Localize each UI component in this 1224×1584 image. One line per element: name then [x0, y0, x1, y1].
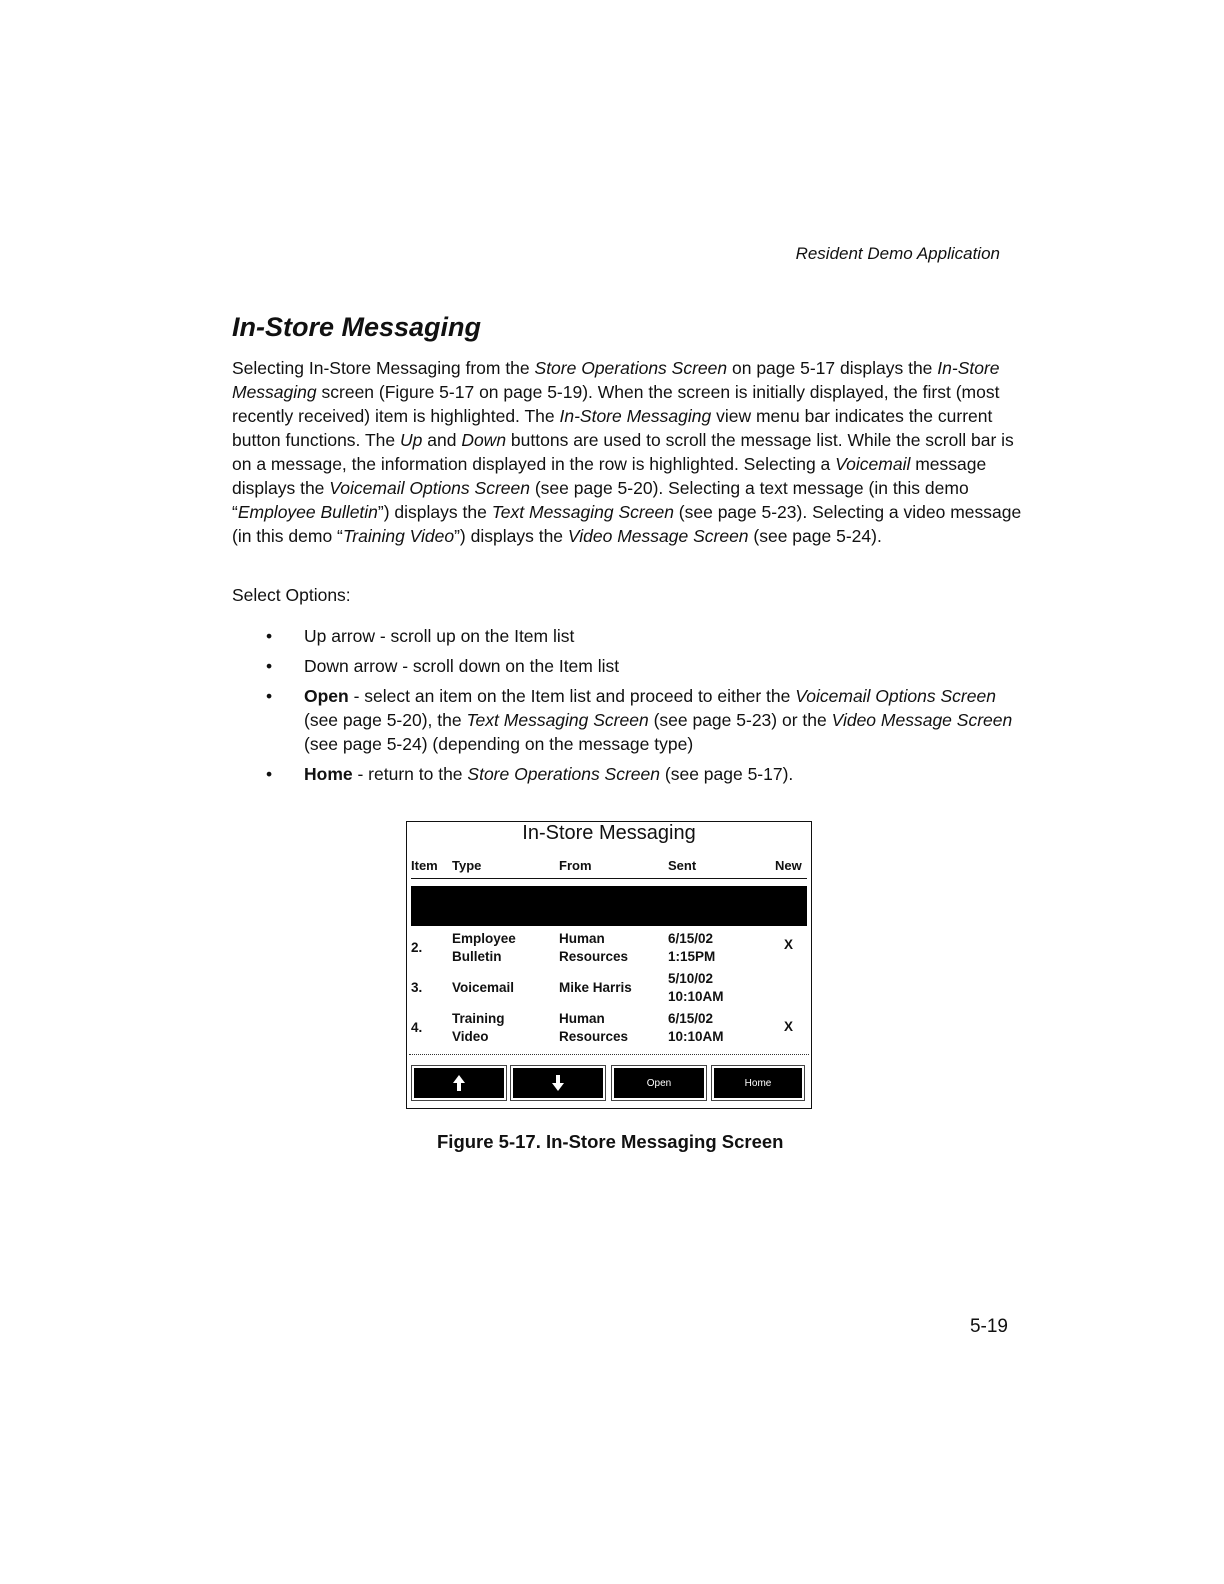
list-item: • Down arrow - scroll down on the Item list	[266, 656, 620, 676]
row-from: Human Resources	[559, 931, 629, 964]
page-number: 5-19	[969, 1316, 1008, 1337]
options-label: Select Options:	[232, 585, 351, 605]
column-header-type: Type	[452, 858, 482, 873]
open-button[interactable]: Open	[614, 1068, 704, 1098]
running-header: Resident Demo Application	[795, 244, 1000, 263]
row-from: Human Resources	[559, 1011, 629, 1044]
row-sent: 6/15/02 10:10AM	[668, 1011, 724, 1044]
down-button[interactable]	[513, 1068, 603, 1098]
home-button[interactable]: Home	[714, 1068, 802, 1098]
device-screen	[406, 821, 812, 1109]
row-item: 2.	[411, 940, 423, 955]
column-header-sent: Sent	[668, 858, 697, 873]
highlighted-row[interactable]	[411, 886, 807, 926]
up-arrow-icon	[452, 1074, 466, 1092]
up-button[interactable]	[414, 1068, 504, 1098]
bullet-icon: •	[266, 764, 273, 784]
bullet-icon: •	[266, 686, 273, 706]
column-header-new: New	[775, 858, 802, 873]
menu-bar-divider	[409, 1054, 809, 1055]
row-item: 4.	[411, 1020, 423, 1035]
row-from: Mike Harris	[559, 980, 632, 995]
options-list	[258, 624, 1028, 792]
screen-title: In-Store Messaging	[522, 822, 696, 844]
intro-paragraph: Selecting In-Store Messaging from the Store Operations Screen on page 5-17 displays the In-Store Messaging screen (Figure 5-17 on page 5-19). When the screen is initially displayed, the first (most recently received) item is highlighted. The In-Store Messaging view menu bar indicates the current button functions. The Up and Down buttons are used to scroll the message list. While the scroll bar is on a message, the information displayed in the row is highlighted. Selecting a Voicemail message displays the Voicemail Options Screen (see page 5-20). Selecting a text message (in this demo “Employee Bulletin”) displays the Text Messaging Screen (see page 5-23). Selecting a video message (in this demo “Training Video”) displays the Video Message Screen (see page 5-24).	[232, 358, 1022, 546]
down-arrow-icon	[551, 1074, 565, 1092]
row-type: Voicemail	[452, 980, 515, 995]
header-divider	[411, 878, 807, 879]
section-title: In-Store Messaging	[232, 312, 482, 342]
list-item: • Up arrow - scroll up on the Item list	[266, 626, 575, 646]
list-item: • Home - return to the Store Operations Screen (see page 5-17).	[266, 764, 794, 784]
row-new: X	[784, 937, 794, 952]
row-type: Training Video	[452, 1011, 505, 1044]
row-type: Employee Bulletin	[452, 931, 516, 964]
column-header-from: From	[559, 858, 592, 873]
row-sent: 5/10/02 10:10AM	[668, 971, 724, 1004]
row-new: X	[784, 1019, 794, 1034]
bullet-icon: •	[266, 656, 273, 676]
column-header-item: Item	[411, 858, 438, 873]
list-item: • Open - select an item on the Item list and proceed to either the Voicemail Options Screen (see page 5-20), the Text Messaging Screen (see page 5-23) or the Video Message Screen (see page 5-24) (depending on the message type)	[266, 686, 1013, 754]
bullet-icon: •	[266, 626, 273, 646]
row-item: 3.	[411, 980, 423, 995]
figure-caption: Figure 5-17. In-Store Messaging Screen	[437, 1131, 784, 1152]
row-sent: 6/15/02 1:15PM	[668, 931, 716, 964]
